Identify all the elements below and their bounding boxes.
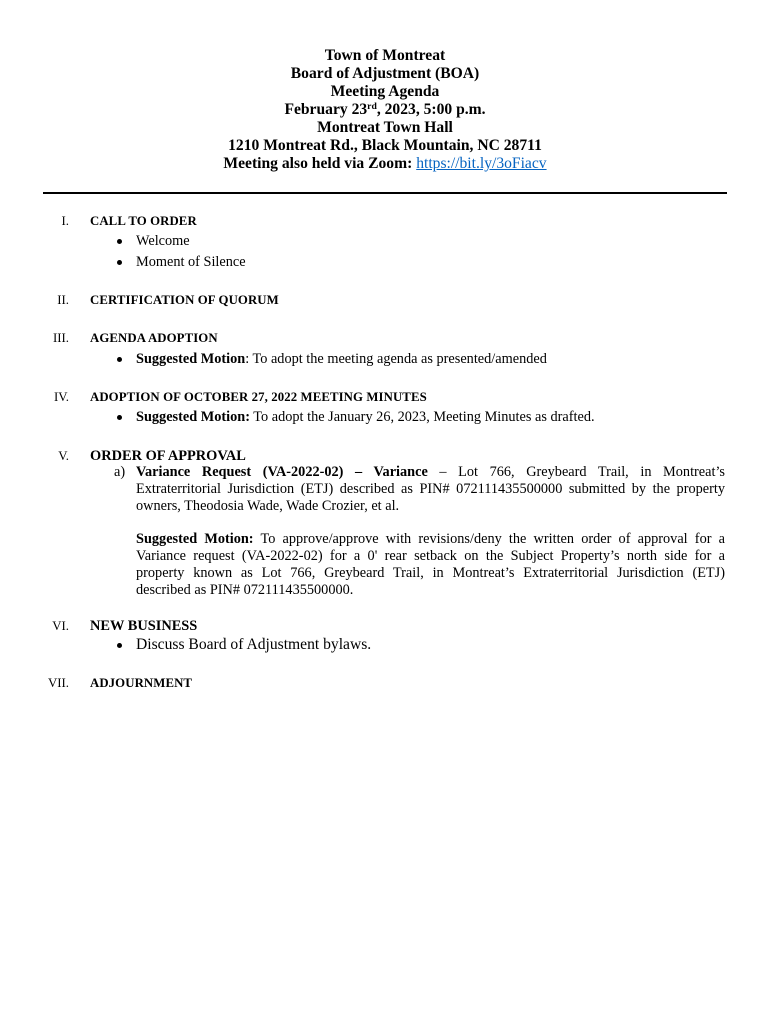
paragraph-line bbox=[136, 531, 725, 548]
section-numeral-3: III. bbox=[53, 331, 69, 345]
section-numeral-6: VI. bbox=[52, 619, 69, 633]
paragraph-line: Extraterritorial Jurisdiction (ETJ) described as PIN# 072111435500000 submitted by the property bbox=[136, 481, 725, 497]
suggested-motion-label: Suggested Motion: bbox=[136, 531, 254, 547]
variance-suggested-motion bbox=[136, 531, 725, 599]
zoom-label: Meeting also held via Zoom: bbox=[223, 155, 413, 172]
paragraph-text: To approve/approve with revisions/deny the written order of approval for a bbox=[253, 531, 725, 547]
paragraph-line: property known as Lot 766, Greybeard Trail, in Montreat’s Extraterritorial Jurisdiction (ETJ) bbox=[136, 565, 725, 581]
variance-request-heading: Variance Request (VA-2022-02) – Variance bbox=[136, 464, 428, 480]
list-item-bylaws: Discuss Board of Adjustment bylaws. bbox=[136, 636, 372, 653]
town-name: Town of Montreat bbox=[324, 47, 446, 64]
suggested-motion-label: Suggested Motion: bbox=[136, 409, 250, 425]
section-numeral-4: IV. bbox=[53, 390, 69, 404]
suggested-motion-minutes bbox=[136, 408, 595, 426]
list-marker: a) bbox=[114, 464, 126, 480]
meeting-venue: Montreat Town Hall bbox=[317, 119, 453, 136]
meeting-date-ordinal: rd bbox=[367, 100, 377, 112]
bullet-icon bbox=[117, 239, 122, 244]
suggested-motion-text: To adopt the January 26, 2023, Meeting Minutes as drafted. bbox=[249, 409, 595, 425]
header-divider bbox=[43, 192, 727, 194]
paragraph-line bbox=[136, 464, 725, 481]
meeting-date-rest: , 2023, 5:00 p.m. bbox=[376, 101, 486, 118]
paragraph-line: Variance request (VA-2022-02) for a 0' rear setback on the Subject Property’s north side for a bbox=[136, 548, 725, 564]
bullet-icon bbox=[117, 357, 122, 362]
suggested-motion-label: Suggested Motion bbox=[136, 351, 246, 367]
bullet-icon bbox=[117, 643, 122, 648]
suggested-motion-agenda bbox=[136, 350, 547, 368]
section-numeral-1: I. bbox=[61, 214, 69, 228]
section-title-new-business: NEW BUSINESS bbox=[90, 618, 198, 634]
section-numeral-2: II. bbox=[57, 293, 69, 307]
agenda-header bbox=[0, 47, 770, 173]
board-name: Board of Adjustment (BOA) bbox=[290, 65, 480, 82]
section-title-certification-of-quorum: CERTIFICATION OF QUORUM bbox=[90, 293, 279, 307]
meeting-address: 1210 Montreat Rd., Black Mountain, NC 28711 bbox=[228, 137, 542, 154]
list-item-welcome: Welcome bbox=[136, 233, 190, 249]
section-title-agenda-adoption: AGENDA ADOPTION bbox=[90, 331, 218, 345]
section-title-adjournment: ADJOURNMENT bbox=[90, 676, 193, 690]
section-numeral-7: VII. bbox=[48, 676, 69, 690]
meeting-date bbox=[0, 101, 770, 119]
section-title-call-to-order: CALL TO ORDER bbox=[90, 214, 197, 228]
zoom-line bbox=[0, 155, 770, 173]
suggested-motion-text: : To adopt the meeting agenda as presented/amended bbox=[245, 351, 547, 367]
paragraph-line: described as PIN# 072111435500000. bbox=[136, 582, 354, 598]
bullet-icon bbox=[117, 260, 122, 265]
paragraph-line: owners, Theodosia Wade, Wade Crozier, et al. bbox=[136, 498, 400, 514]
variance-request-description bbox=[136, 464, 725, 515]
bullet-icon bbox=[117, 415, 122, 420]
document-title: Meeting Agenda bbox=[330, 83, 440, 100]
paragraph-text: – Lot 766, Greybeard Trail, in Montreat’s bbox=[427, 464, 726, 480]
zoom-link[interactable]: https://bit.ly/3oFiacv bbox=[416, 155, 547, 172]
section-title-adoption-of-minutes: ADOPTION OF OCTOBER 27, 2022 MEETING MINUTES bbox=[90, 390, 427, 404]
meeting-date-day: February 23 bbox=[284, 101, 368, 118]
section-title-order-of-approval: ORDER OF APPROVAL bbox=[90, 448, 246, 464]
section-numeral-5: V. bbox=[58, 449, 69, 463]
list-item-moment-of-silence: Moment of Silence bbox=[136, 254, 246, 270]
